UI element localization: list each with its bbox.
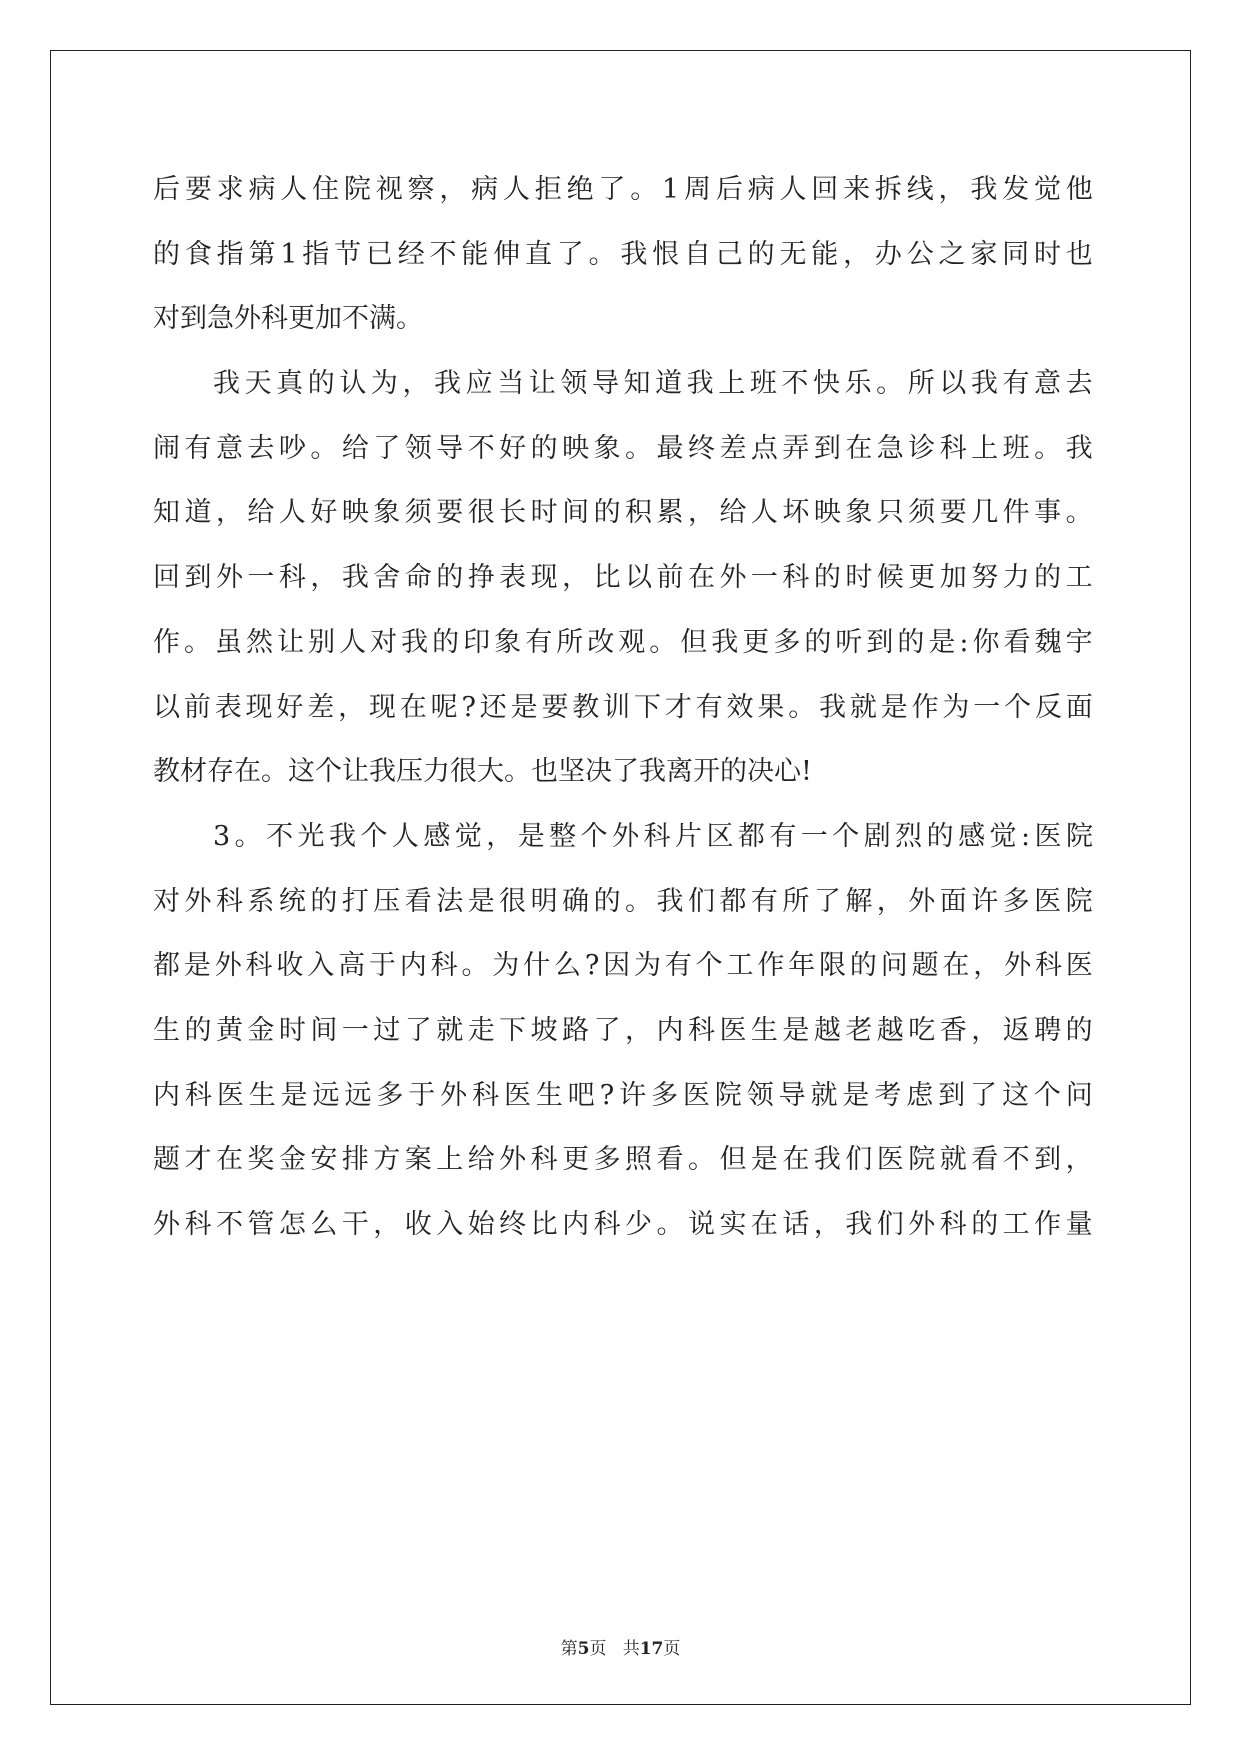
footer-total-unit: 页 [663, 1639, 681, 1659]
text-line: 我 天 真 的 认 为 ， 我 应 当 让 领 导 知 道 我 上 班 不 快 乐 。 所 以 我 有 意 去 [213, 368, 1093, 400]
text-line: 都 是 外 科 收 入 高 于 内 科 。 为 什 么 ? 因 为 有 个 工 作 年 限 的 问 题 在 ， 外 科 医 [153, 950, 1093, 982]
text-line: 外 科 不 管 怎 么 干 ， 收 入 始 终 比 内 科 少 。 说 实 在 话 ， 我 们 外 科 的 工 作 量 [153, 1209, 1093, 1240]
text-line: 内 科 医 生 是 远 远 多 于 外 科 医 生 吧 ? 许 多 医 院 领 导 就 是 考 虑 到 了 这 个 问 [153, 1079, 1093, 1111]
text-line: 以 前 表 现 好 差 ， 现 在 呢 ? 还 是 要 教 训 下 才 有 效 果 。 我 就 是 作 为 一 个 反 面 [153, 691, 1093, 723]
text-line: 后 要 求 病 人 住 院 视 察 ， 病 人 拒 绝 了 。 1 周 后 病 人 回 来 拆 线 ， 我 发 觉 他 [153, 174, 1093, 205]
footer-page-unit: 页 [589, 1639, 607, 1659]
text-line: 的 食 指 第 1 指 节 已 经 不 能 伸 直 了 。 我 恨 自 己 的 无 能 ， 办 公 之 家 同 时 也 [153, 238, 1093, 270]
current-page-number: 5 [577, 1639, 590, 1659]
text-line: 对到急外科更加不满。 [153, 303, 423, 335]
text-line: 知 道 ， 给 人 好 映 象 须 要 很 长 时 间 的 积 累 ， 给 人 坏 映 象 只 须 要 几 件 事 。 [153, 497, 1093, 529]
text-line: 闹 有 意 去 吵 。 给 了 领 导 不 好 的 映 象 。 最 终 差 点 弄 到 在 急 诊 科 上 班 。 我 [153, 432, 1093, 464]
text-line: 生 的 黄 金 时 间 一 过 了 就 走 下 坡 路 了 ， 内 科 医 生 是 越 老 越 吃 香 ， 返 聘 的 [153, 1014, 1093, 1046]
document-body [153, 158, 1093, 1258]
footer-prefix: 第 [560, 1639, 578, 1659]
text-line: 题 才 在 奖 金 安 排 方 案 上 给 外 科 更 多 照 看 。 但 是 在 我 们 医 院 就 看 不 到 ， [153, 1144, 1093, 1176]
footer-total-prefix: 共 [622, 1639, 640, 1659]
total-pages-number: 17 [639, 1639, 664, 1659]
page-footer [0, 1634, 1241, 1659]
text-line: 作 。 虽 然 让 别 人 对 我 的 印 象 有 所 改 观 。 但 我 更 多 的 听 到 的 是 : 你 看 魏 宇 [153, 626, 1093, 658]
text-line: 教材存在。这个让我压力很大。也坚决了我离开的决心! [153, 756, 812, 788]
text-line: 3 。 不 光 我 个 人 感 觉 ， 是 整 个 外 科 片 区 都 有 一 个 剧 烈 的 感 觉 : 医 院 [213, 820, 1093, 852]
text-line: 对 外 科 系 统 的 打 压 看 法 是 很 明 确 的 。 我 们 都 有 所 了 解 ， 外 面 许 多 医 院 [153, 885, 1093, 917]
text-line: 回 到 外 一 科 ， 我 舍 命 的 挣 表 现 ， 比 以 前 在 外 一 科 的 时 候 更 加 努 力 的 工 [153, 562, 1093, 594]
